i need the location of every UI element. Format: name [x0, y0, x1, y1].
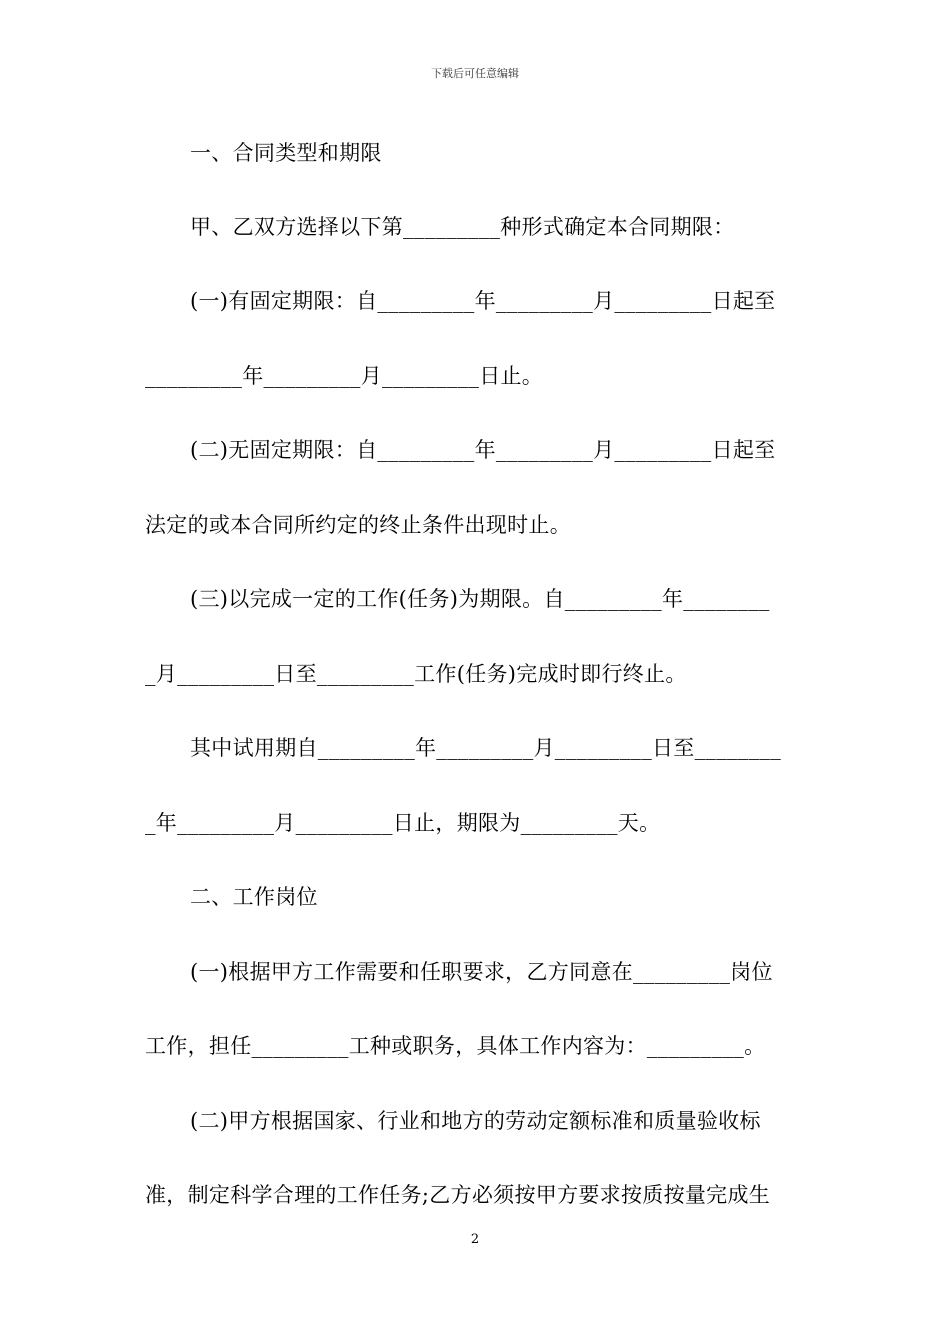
paragraph-line: _月_________日至_________工作(任务)完成时即行终止。 — [145, 662, 687, 686]
section-heading-contract-type: 一、合同类型和期限 — [190, 141, 382, 165]
paragraph-line: 甲、乙双方选择以下第_________种形式确定本合同期限： — [190, 215, 735, 239]
paragraph-line: 工作，担任_________工种或职务，具体工作内容为：_________。 — [145, 1034, 766, 1058]
paragraph-line: (三)以完成一定的工作(任务)为期限。自_________年________ — [190, 587, 770, 611]
section-heading-job-position: 二、工作岗位 — [190, 885, 318, 909]
paragraph-line: _年_________月_________日止，期限为_________天。 — [145, 811, 661, 835]
paragraph-line: _________年_________月_________日止。 — [145, 364, 544, 388]
paragraph-line: (一)根据甲方工作需要和任职要求，乙方同意在_________岗位 — [190, 960, 773, 984]
paragraph-line: (二)无固定期限：自_________年_________月_________日起至 — [190, 438, 776, 462]
paragraph-line: 准，制定科学合理的工作任务;乙方必须按甲方要求按质按量完成生 — [145, 1183, 771, 1207]
paragraph-line: (二)甲方根据国家、行业和地方的劳动定额标准和质量验收标 — [190, 1109, 761, 1133]
paragraph-line: 其中试用期自_________年_________月_________日至________ — [190, 736, 781, 760]
page-header: 下载后可任意编辑 — [431, 67, 519, 80]
paragraph-line: (一)有固定期限：自_________年_________月_________日起至 — [190, 289, 776, 313]
page-number: 2 — [470, 1232, 480, 1247]
paragraph-line: 法定的或本合同所约定的终止条件出现时止。 — [145, 513, 571, 537]
